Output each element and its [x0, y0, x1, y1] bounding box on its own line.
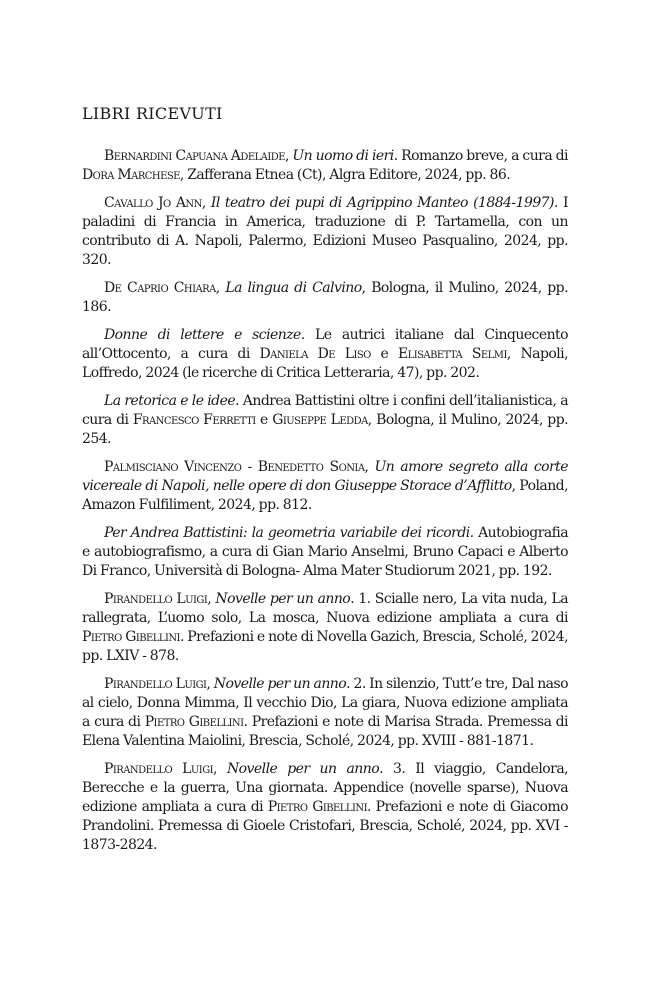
book-entry — [82, 458, 568, 515]
entry-editor: Pietro Gibellini — [82, 629, 180, 645]
book-entry — [82, 279, 568, 317]
entry-text: Andrea Battistini oltre i confini dell’italianistica, a cura di — [82, 393, 568, 428]
entry-title: Un amore segreto alla corte vicereale di Napoli, nelle opere di don Giuseppe Storace d’Afflitto — [82, 459, 568, 494]
entry-text: . Prefazioni e note di Giacomo Prandolini. Premessa di Gioele Cristofari, Brescia, Scholé, 2024, pp. XVI - 1873-2824. — [82, 799, 569, 853]
entry-text: . 2. In silenzio, Tutt’e tre, Dal naso al cielo, Donna Mimma, Il vecchio Dio, La giara, Nuova edizione ampliata a cura di — [82, 676, 568, 730]
entry-text: , — [201, 195, 211, 211]
entry-text: , — [213, 761, 227, 777]
entry-editor: Daniela De Liso — [259, 346, 371, 362]
entry-editor: Francesco Ferretti — [132, 412, 256, 428]
entry-editor: Pietro Gibellini — [144, 714, 244, 730]
entry-text: , Bologna, il Mulino, 2024, pp. 186. — [82, 280, 568, 315]
entry-editor: Giuseppe Ledda — [272, 412, 368, 428]
book-entry — [82, 590, 568, 666]
entry-title: Novelle per un anno — [213, 676, 347, 692]
book-entry — [82, 194, 568, 270]
entry-title: Per Andrea Battistini: la geometria variabile dei ricordi. — [104, 525, 474, 541]
entry-title: Novelle per un anno — [215, 591, 351, 607]
entry-text: . 1. Scialle nero, La vita nuda, La rallegrata, L’uomo solo, La mosca, Nuova edizione ampliata a cura di — [82, 591, 568, 626]
entry-author: Pirandello Luigi — [104, 676, 207, 692]
entry-title: Un uomo di ieri — [292, 148, 394, 164]
entry-text: . 3. Il viaggio, Candelora, Berecche e la guerra, Una giornata. Appendice (novelle sparse), Nuova edizione ampliata a cura di — [82, 761, 569, 815]
entry-author: De Caprio Chiara — [104, 280, 216, 296]
book-entry — [82, 760, 568, 855]
entry-text: , — [207, 591, 216, 607]
book-entry — [82, 326, 568, 383]
entry-text: I paladini di Francia in America, traduzione di P. Tartamella, con un contributo di A. Napoli, Palermo, Edizioni Museo Pasqualino, 2024, pp. 320. — [82, 195, 568, 268]
entry-title: Il teatro dei pupi di Agrippino Manteo (1884-1997). — [210, 195, 558, 211]
entry-editor: Dora Marchese — [82, 167, 180, 183]
entry-text: , — [206, 676, 214, 692]
entry-text: , — [284, 148, 293, 164]
entry-text: Le autrici italiane dal Cinquecento all’Ottocento, a cura di — [82, 327, 568, 362]
book-entry — [82, 392, 568, 449]
book-entry — [82, 147, 568, 185]
entry-text: e — [255, 412, 273, 428]
book-entry — [82, 675, 568, 751]
entry-text: , — [364, 459, 375, 475]
entry-text: e — [370, 346, 398, 362]
entry-text: , Zafferana Etnea (Ct), Algra Editore, 2024, pp. 86. — [179, 167, 511, 183]
entry-title: La lingua di Calvino — [225, 280, 362, 296]
entry-text: , — [215, 280, 226, 296]
entry-text: , Napoli, Loffredo, 2024 (le ricerche di Critica Letteraria, 47), pp. 202. — [82, 346, 569, 381]
entry-title: La retorica e le idee. — [104, 393, 239, 409]
book-list — [82, 147, 568, 864]
entry-editor: Pietro Gibellini — [267, 799, 367, 815]
entry-author: Palmisciano Vincenzo - Benedetto Sonia — [104, 459, 365, 475]
entry-author: Pirandello Luigi — [104, 761, 214, 777]
entry-editor: Elisabetta Selmi — [397, 346, 507, 362]
entry-text: , Poland, Amazon Fulfiliment, 2024, pp. 812. — [82, 478, 568, 513]
entry-title: Novelle per un anno — [226, 761, 380, 777]
entry-author: Bernardini Capuana Adelaide — [104, 148, 285, 164]
section-heading: LIBRI RICEVUTI — [82, 104, 223, 123]
entry-author: Pirandello Luigi — [104, 591, 208, 607]
book-entry — [82, 524, 568, 581]
entry-title: Donne di lettere e scienze. — [104, 327, 305, 343]
entry-text: Autobiografia e autobiografismo, a cura di Gian Mario Anselmi, Bruno Capaci e Alberto Di Franco, Università di Bologna- Alma Mater Studiorum 2021, pp. 192. — [82, 525, 568, 579]
entry-text: , Bologna, il Mulino, 2024, pp. 254. — [82, 412, 568, 447]
entry-text: . Romanzo breve, a cura di — [393, 148, 568, 164]
entry-text: . Prefazioni e note di Novella Gazich, Brescia, Scholé, 2024, pp. LXIV - 878. — [82, 629, 569, 664]
entry-text: . Prefazioni e note di Marisa Strada. Premessa di Elena Valentina Maiolini, Brescia, Scholé, 2024, pp. XVIII - 881-1871. — [82, 714, 568, 749]
entry-author: Cavallo Jo Ann — [104, 195, 202, 211]
